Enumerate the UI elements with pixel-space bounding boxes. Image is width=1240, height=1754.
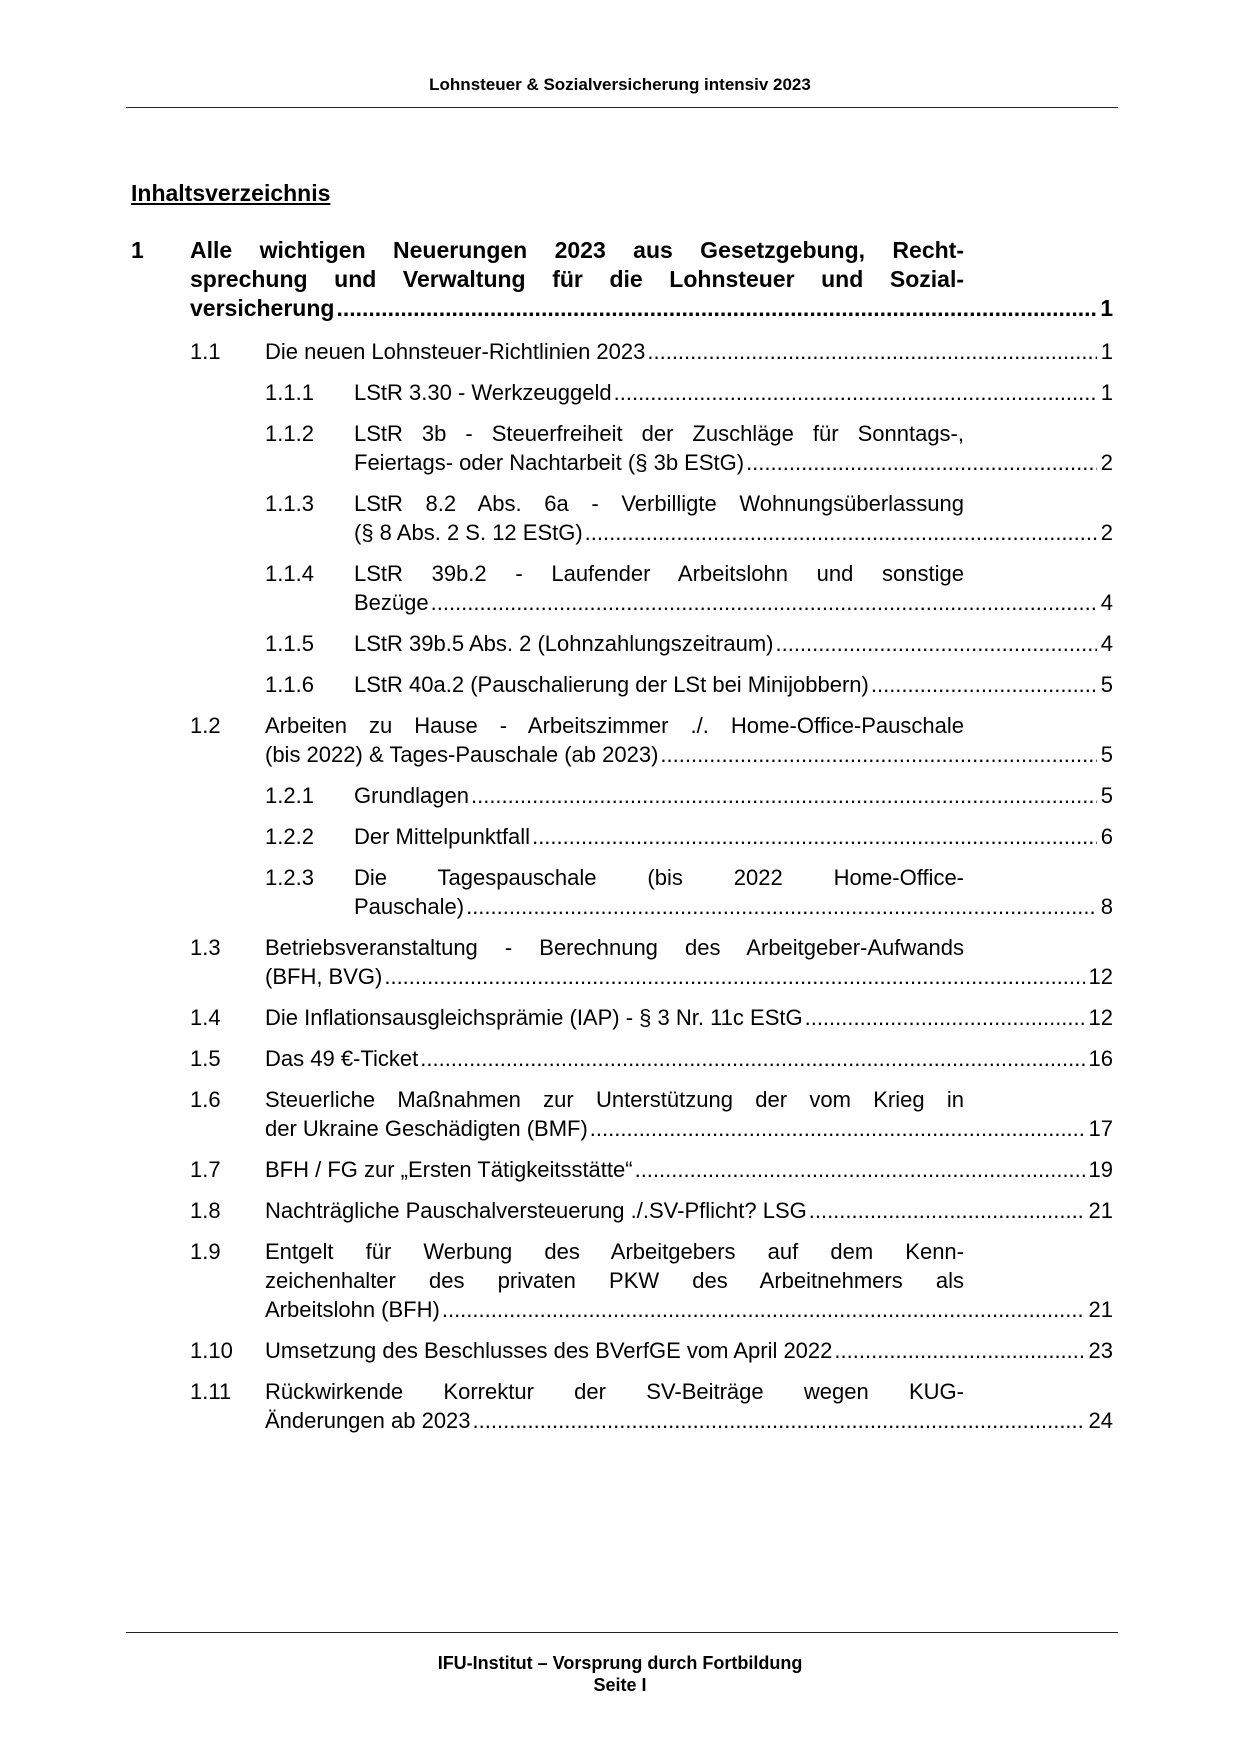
toc-entry-title: LStR 39b.5 Abs. 2 (Lohnzahlungszeitraum): [354, 631, 774, 656]
toc-leader-dots: [647, 337, 1096, 366]
toc-leader-dots: [746, 448, 1097, 477]
toc-entry-number: 1.1: [190, 339, 221, 364]
toc-entry-title: der Ukraine Geschädigten (BMF): [265, 1116, 588, 1141]
toc-entry-title: Die Inflationsausgleichsprämie (IAP) - § 3 Nr. 11c EStG: [265, 1005, 803, 1030]
toc-entry-number: 1.10: [190, 1338, 233, 1363]
footer-institute: IFU-Institut – Vorsprung durch Fortbildung: [437, 1653, 803, 1673]
toc-entry-title-line: Rückwirkende Korrektur der SV-Beiträge wegen KUG-: [265, 1379, 964, 1404]
toc-page-number: 1: [1100, 380, 1113, 405]
toc-entry-number: 1.1.4: [265, 561, 314, 586]
footer-divider: [126, 1632, 1118, 1633]
toc-entry-title: Pauschale): [354, 894, 465, 919]
toc-entry-title: Feiertags- oder Nachtarbeit (§ 3b EStG): [354, 450, 745, 475]
toc-entry-title-line: sprechung und Verwaltung für die Lohnsteuer und Sozial-: [190, 266, 964, 292]
toc-entry-number: 1.1.3: [265, 491, 314, 516]
toc-leader-dots: [420, 1044, 1084, 1073]
toc-leader-dots: [473, 1406, 1085, 1435]
toc-entry-number: 1.3: [190, 935, 221, 960]
toc-entry-title: Änderungen ab 2023: [265, 1408, 471, 1433]
toc-page-number: 21: [1088, 1297, 1113, 1322]
toc-page-number: 5: [1100, 783, 1113, 808]
toc-leader-dots: [871, 670, 1097, 699]
toc-entry-title-line: LStR 3b - Steuerfreiheit der Zuschläge für Sonntags-,: [354, 421, 964, 446]
toc-leader-dots: [532, 822, 1097, 851]
toc-entry-title: (§ 8 Abs. 2 S. 12 EStG): [354, 520, 583, 545]
toc-page-number: 12: [1088, 1005, 1113, 1030]
toc-entry-number: 1.6: [190, 1087, 221, 1112]
toc-entry-number: 1.5: [190, 1046, 221, 1071]
toc-entry-title: (bis 2022) & Tages-Pauschale (ab 2023): [265, 742, 659, 767]
toc-entry-number: 1.7: [190, 1157, 221, 1182]
toc-leader-dots: [614, 378, 1097, 407]
toc-entry-title: LStR 3.30 - Werkzeuggeld: [354, 380, 612, 405]
toc-page-number: 16: [1088, 1046, 1113, 1071]
toc-leader-dots: [660, 740, 1096, 769]
toc-entry-title: (BFH, BVG): [265, 964, 383, 989]
toc-page-number: 2: [1100, 450, 1113, 475]
toc-leader-dots: [635, 1155, 1085, 1184]
toc-page-number: 23: [1088, 1338, 1113, 1363]
toc-leader-dots: [466, 892, 1097, 921]
toc-leader-dots: [336, 294, 1096, 323]
header-divider: [126, 107, 1118, 108]
toc-leader-dots: [471, 781, 1097, 810]
toc-entry-title-line: Steuerliche Maßnahmen zur Unterstützung der vom Krieg in: [265, 1087, 964, 1112]
toc-entry-title: Der Mittelpunktfall: [354, 824, 531, 849]
toc-entry-number: 1.8: [190, 1198, 221, 1223]
toc-page-number: 4: [1100, 631, 1113, 656]
toc-entry-title: LStR 40a.2 (Pauschalierung der LSt bei Minijobbern): [354, 672, 869, 697]
toc-page-number: 21: [1088, 1198, 1113, 1223]
toc-leader-dots: [775, 629, 1096, 658]
toc-page-number: 1: [1100, 295, 1113, 321]
toc-leader-dots: [585, 518, 1097, 547]
toc-entry-title: Arbeitslohn (BFH): [265, 1297, 440, 1322]
toc-page-number: 6: [1100, 824, 1113, 849]
toc-page-number: 5: [1100, 742, 1113, 767]
toc-page-number: 2: [1100, 520, 1113, 545]
toc-entry-title: Bezüge: [354, 590, 429, 615]
toc-entry-title: Die neuen Lohnsteuer-Richtlinien 2023: [265, 339, 646, 364]
toc-entry-number: 1.1.1: [265, 380, 314, 405]
toc-page-number: 1: [1100, 339, 1113, 364]
toc-entry-number: 1.1.2: [265, 421, 314, 446]
toc-leader-dots: [442, 1295, 1085, 1324]
toc-entry-title: Grundlagen: [354, 783, 469, 808]
toc-entry-title-line: Alle wichtigen Neuerungen 2023 aus Gesetzgebung, Recht-: [190, 237, 964, 263]
toc-entry-title-line: LStR 39b.2 - Laufender Arbeitslohn und sonstige: [354, 561, 964, 586]
toc-page-number: 24: [1088, 1408, 1113, 1433]
toc-entry-number: 1.9: [190, 1239, 221, 1264]
toc-page-number: 5: [1100, 672, 1113, 697]
toc-entry-title: BFH / FG zur „Ersten Tätigkeitsstätte“: [265, 1157, 633, 1182]
toc-entry-title-line: Betriebsveranstaltung - Berechnung des Arbeitgeber-Aufwands: [265, 935, 964, 960]
toc-entry-title: versicherung: [190, 295, 335, 321]
toc-entry-title-line: Die Tagespauschale (bis 2022 Home-Office-: [354, 865, 964, 890]
toc-entry-number: 1.2: [190, 713, 221, 738]
toc-leader-dots: [431, 588, 1097, 617]
toc-page-number: 4: [1100, 590, 1113, 615]
toc-page-number: 8: [1100, 894, 1113, 919]
toc-entry-number: 1.1.6: [265, 672, 314, 697]
toc-entry-title-line: Arbeiten zu Hause - Arbeitszimmer ./. Home-Office-Pauschale: [265, 713, 964, 738]
toc-leader-dots: [590, 1114, 1085, 1143]
toc-entry-number: 1.1.5: [265, 631, 314, 656]
toc-page-number: 19: [1088, 1157, 1113, 1182]
toc-entry-number: 1.2.1: [265, 783, 314, 808]
toc-entry-number: 1: [131, 237, 144, 263]
toc-heading: Inhaltsverzeichnis: [131, 180, 331, 206]
toc-entry-title: Umsetzung des Beschlusses des BVerfGE vom April 2022: [265, 1338, 833, 1363]
toc-page-number: 12: [1088, 964, 1113, 989]
toc-leader-dots: [384, 962, 1084, 991]
toc-entry-title-line: zeichenhalter des privaten PKW des Arbeitnehmers als: [265, 1268, 964, 1293]
toc-entry-number: 1.2.3: [265, 865, 314, 890]
header-title: Lohnsteuer & Sozialversicherung intensiv 2023: [429, 75, 811, 94]
toc-entry-number: 1.4: [190, 1005, 221, 1030]
toc-leader-dots: [805, 1003, 1085, 1032]
toc-entry-title-line: LStR 8.2 Abs. 6a - Verbilligte Wohnungsüberlassung: [354, 491, 964, 516]
toc-entry-number: 1.2.2: [265, 824, 314, 849]
toc-leader-dots: [809, 1196, 1085, 1225]
toc-entry-title: Nachträgliche Pauschalversteuerung ./.SV-Pflicht? LSG: [265, 1198, 807, 1223]
footer-page-number: Seite I: [593, 1675, 647, 1695]
toc-entry-number: 1.11: [190, 1379, 232, 1404]
toc-page-number: 17: [1088, 1116, 1113, 1141]
toc-entry-title-line: Entgelt für Werbung des Arbeitgebers auf dem Kenn-: [265, 1239, 964, 1264]
toc-leader-dots: [834, 1336, 1084, 1365]
toc-entry-title: Das 49 €-Ticket: [265, 1046, 419, 1071]
